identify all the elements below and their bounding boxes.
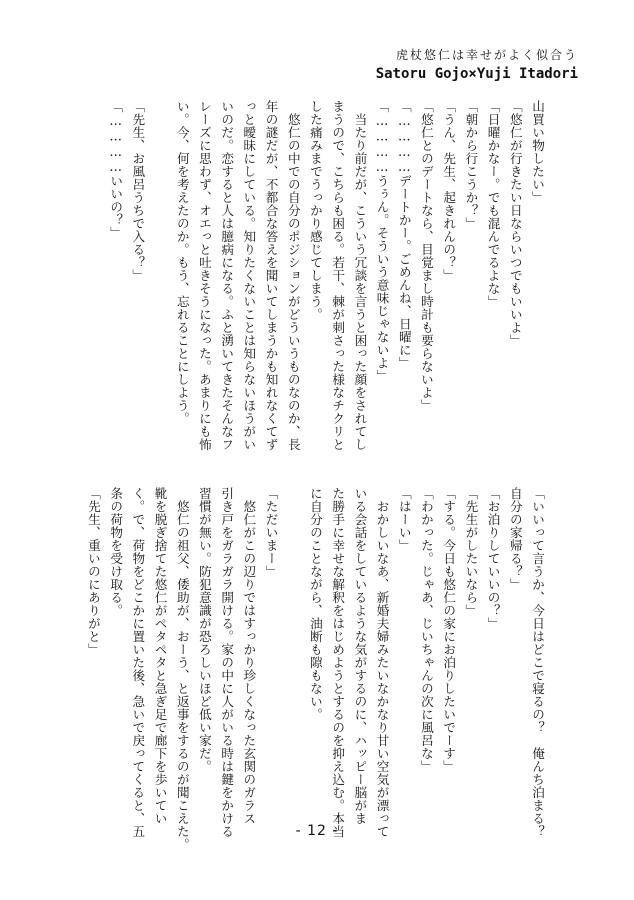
text-line: 「先生、お風呂うちで入る？」 [130, 100, 146, 282]
text-line: おかしいなあ、新婚夫婦みたいなかなり甘い空気が漂って [374, 487, 390, 838]
text-line: まうので、こちらも困る。若干、棘が刺さった様なチクリと [330, 100, 346, 451]
text-line: 当たり前だが、こういう冗談を言うと困った顔をされてし [352, 100, 368, 451]
text-line [148, 100, 170, 440]
text-line: 「日曜かなー。でも混んでるよな」 [485, 100, 501, 308]
text-line: 「はーい」 [396, 487, 412, 552]
text-line: 悠仁の中での自分のポジションがどういうものなのか、長 [285, 100, 301, 451]
text-line: 「いいって言うか、今日はどこで寝るの？ 俺んち泊まる？ [530, 487, 545, 838]
text-line: 「ただいまー」 [263, 487, 279, 578]
text-line: 「…………いいの？」 [108, 100, 124, 240]
text-line: っと曖昧にしている。知りたくないことは知らないほうがい [241, 100, 257, 451]
text-line: 習慣が無い。防犯意識が恐ろしいほど低い家だ。 [196, 487, 212, 773]
text-line: 靴を脱ぎ捨てた悠仁がペタペタと急ぎ足で廊下を歩いてい [152, 487, 168, 825]
running-subtitle: Satoru Gojo×Yuji Itadori [375, 66, 578, 82]
text-line: 引き戸をガラガラ開ける。家の中に人がいる時は鍵をかける [219, 487, 235, 838]
text-line: 「お泊りしていいの？」 [485, 487, 501, 630]
text-line: 「うん、先生、起きれんの？」 [441, 100, 457, 282]
text-line: 「悠仁とのデートなら、目覚まし時計も要らないよ」 [418, 100, 434, 412]
text-line: 山買い物したい」 [530, 100, 545, 204]
text-line: た勝手に幸せな解釈をはじめようとするのを抑え込む。本当 [330, 487, 346, 838]
text-line: く。で、荷物をどこかに置いた後、急いで戻ってくると、五 [130, 487, 146, 838]
text-line: 「先生がしたいなら」 [463, 487, 479, 617]
text-line: 条の荷物を受け取る。 [108, 487, 124, 617]
text-line: した痛みまでうっかり感じてしまう。 [307, 100, 323, 321]
text-line: 「…………うぅん。そういう意味じゃないよ」 [374, 100, 390, 383]
text-line: 悠仁がこの辺りではすっかり珍しくなった玄関のガラス [241, 487, 257, 825]
text-line: 自分の家帰る？」 [507, 487, 523, 591]
text-line: 年の謎だが、不都合な答えを聞いてしまうかも知れなくてず [263, 100, 279, 451]
text-line: に自分のことながら、油断も隙もない。 [307, 487, 323, 721]
text-line: 「わかった。じゃあ、じいちゃんの次に風呂な」 [418, 487, 434, 773]
text-line: 「朝から行こうか？」 [463, 100, 479, 230]
text-line: レーズに思わず、オエっと吐きそうになった。あまりにも怖 [196, 100, 212, 451]
text-line: 「悠仁が行きたい日ならいつでもいいよ」 [507, 100, 523, 347]
text-line: いる会話をしているような気がするのに、ハッピー脳がま [352, 487, 368, 825]
text-line: 「先生、重いのにありがと」 [85, 487, 101, 656]
text-line: 「する。今日も悠仁の家にお泊りしたいでーす」 [441, 487, 457, 773]
text-line: 悠仁の祖父、倭助が、おーう、と返事をするのが聞こえた。 [174, 487, 190, 851]
upper-text-block [104, 100, 548, 451]
text-line: 「…………デートかー。ごめんね、日曜に」 [396, 100, 412, 370]
text-line: いのだ。恋すると人は臆病になる。ふと湧いてきたそんなフ [219, 100, 235, 451]
page-number: - 12 - [295, 823, 339, 839]
running-title: 虎杖悠仁は幸せがよく似合う [395, 48, 578, 62]
text-line [282, 487, 304, 827]
text-line: い。今、何を考えたのか。もう、忘れることにしよう。 [174, 100, 190, 425]
